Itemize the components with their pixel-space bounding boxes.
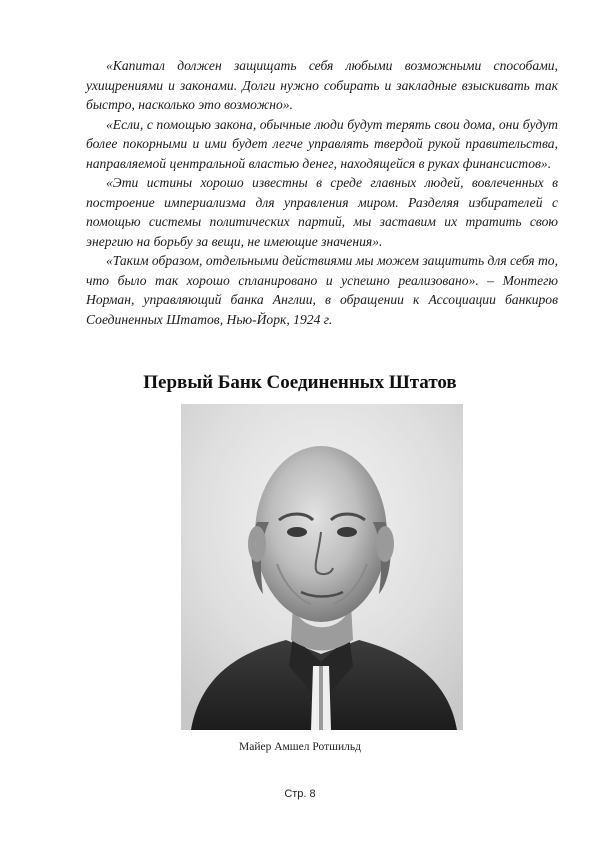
portrait-image — [181, 404, 463, 730]
quote-paragraph-3: «Эти истины хорошо известны в среде главных людей, вовлеченных в построение империализма для управления миром. Разделяя избирателей с помощью системы политических партий, мы заставим их тратить свою энергию на борьбу за вещи, не имеющие значения». — [86, 175, 558, 249]
quote-paragraph-2: «Если, с помощью закона, обычные люди будут терять свои дома, они будут более покорными и ими будет легче управлять твердой рукой правительства, направляемой центральной властью денег, находящейся в руках финансистов». — [86, 116, 558, 171]
portrait-caption: Майер Амшел Ротшильд — [239, 741, 361, 753]
quote-block — [86, 56, 558, 329]
quote-paragraph-4: «Таким образом, отдельными действиями мы можем защитить для себя то, что было так хорошо спланировано и успешно реализовано». – Монтегю Норман, управляющий банка Англии, в обращении к Ассоциации банкиров Соединенных Штатов, Нью-Йорк, 1924 г. — [86, 253, 558, 327]
section-heading: Первый Банк Соединенных Штатов — [143, 372, 457, 393]
page-number: Стр. 8 — [284, 788, 316, 800]
quote-paragraph-1: «Капитал должен защищать себя любыми возможными способами, ухищрениями и законами. Долги нужно собирать и закладные взыскивать так быстро, насколько это возможно». — [86, 58, 558, 112]
portrait-engraving — [181, 404, 463, 730]
